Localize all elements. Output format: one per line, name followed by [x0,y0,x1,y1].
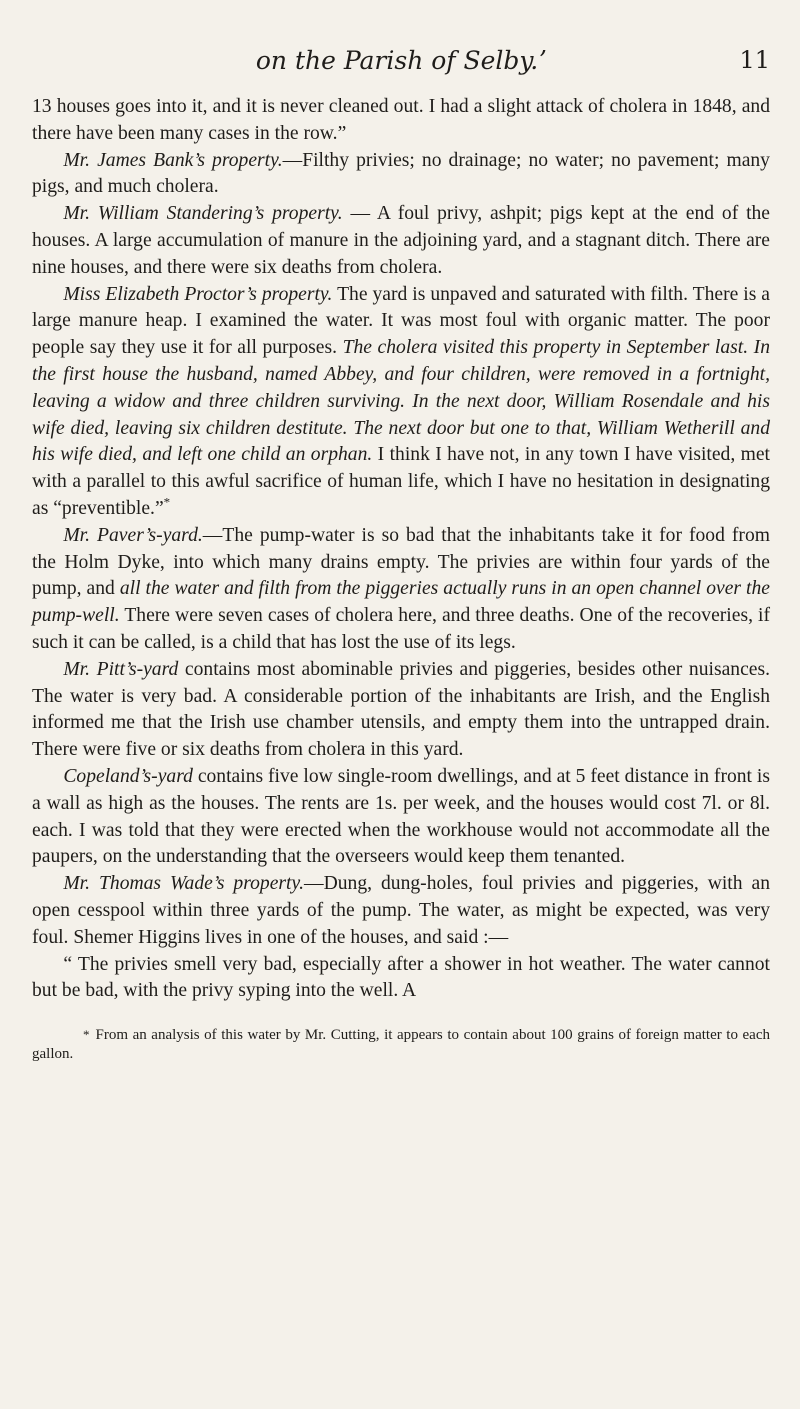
property-name: Mr. William Standering’s property. [63,203,343,225]
paragraph-text: — A foul privy, ashpit; pigs kept at the end of the houses. A large accumulation of manure in the adjoining yard, and a stagnant ditch. There are nine houses, and there were six deaths from cholera. [32,203,771,278]
paragraph-paver-yard [32,523,770,657]
paragraph-italic-text: The cholera visited this property in September last. In the first house the husband, named Abbey, and four children, were removed in a fortnight, leaving a widow and three children surviving. In the next door, William Rosendale and his wife died, leaving six children destitute. The next door but one to that, William Wetherill and his wife died, and left one child an orphan. [32,337,770,466]
paragraph-wade-property [32,871,770,951]
paragraph-text-continued: I think I have not, in any town I have visited, met with a parallel to this awful sacrifice of human life, which I have no hesitation in designating as “preventible.” [32,444,770,519]
property-name: Mr. James Bank’s property. [63,149,283,171]
paragraph-bank-property [32,148,770,202]
paragraph-copeland-yard [32,764,770,871]
footnote [32,1025,770,1064]
footnote-text: From an analysis of this water by Mr. Cutting, it appears to contain about 100 grains of foreign matter to each gallon. [32,1027,770,1063]
paragraph-text: The yard is unpaved and saturated with filth. There is a large manure heap. I examined the water. It was most foul with organic matter. The poor people say they use it for all purposes. [32,283,770,359]
paragraph-continued: 13 houses goes into it, and it is never cleaned out. I had a slight attack of cholera in 1848, and there have been many cases in the row.” [32,96,770,144]
paragraph-proctor-property [32,282,770,523]
page-header [32,40,770,76]
paragraph-text-continued: There were seven cases of cholera here, and three deaths. One of the recoveries, if such it can be called, is a child that has lost the use of its legs. [32,605,770,653]
paragraph-text: contains most abominable privies and piggeries, besides other nuisances. The water is very bad. A considerable portion of the inhabitants are Irish, and the English informed me that the Irish use chamber utensils, and empty them into the untrapped drain. There were five or six deaths from cholera in this yard. [32,658,770,761]
running-title: on the Parish of Selby.ʼ [255,46,547,75]
paragraph-quotation: “ The privies smell very bad, especially after a shower in hot weather. The water cannot but be bad, with the privy syping into the well. A [32,953,770,1002]
body-text [32,94,770,1005]
property-name: Mr. Thomas Wade’s property. [63,873,304,895]
page-number: 11 [739,46,770,74]
footnote-mark: * [83,1027,90,1043]
paragraph-pitt-yard [32,657,770,764]
paragraph-text: —Dung, dung-holes, foul privies and piggeries, with an open cesspool within three yards of the pump. The water, as might be expected, was very foul. Shemer Higgins lives in one of the houses, and said :— [32,873,770,948]
property-name: Mr. Pitt’s-yard [63,658,179,680]
paragraph-text: —The pump-water is so bad that the inhabitants take it for food from the Holm Dyke, into which many drains empty. The privies are within four yards of the pump, and [32,524,770,600]
property-name: Copeland’s-yard [63,765,193,787]
property-name: Miss Elizabeth Proctor’s property. [63,283,333,305]
paragraph-standering-property [32,201,770,281]
paragraph-text: —Filthy privies; no drainage; no water; no pavement; many pigs, and much cholera. [32,149,770,198]
paragraph-text: contains five low single-room dwellings, and at 5 feet distance in front is a wall as high as the houses. The rents are 1s. per week, and the houses would cost 7l. or 8l. each. I was told that they were erected when the workhouse would not accommodate all the paupers, on the understanding that the overseers would keep them tenanted. [32,765,770,868]
footnote-reference: * [163,494,171,510]
paragraph-italic-text: all the water and filth from the piggeries actually runs in an open channel over the pump-well. [32,578,770,627]
property-name: Mr. Paver’s-yard. [63,524,203,546]
